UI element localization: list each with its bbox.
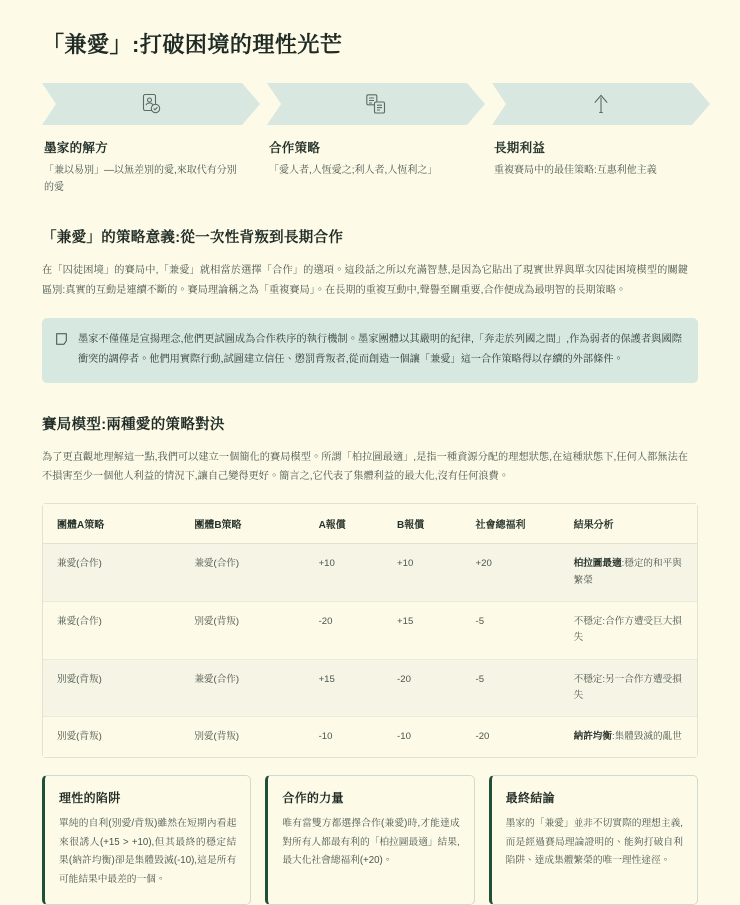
- table-header-cell-0: 團體A策略: [43, 504, 180, 544]
- cell-b-strategy: 別愛(背叛): [180, 601, 304, 659]
- cell-welfare: +20: [462, 544, 560, 602]
- handshake-agreement-icon: [365, 93, 387, 115]
- payoff-table-wrapper: [42, 503, 698, 758]
- document-shield-check-icon: [141, 93, 161, 115]
- cell-payoff-a: +15: [305, 659, 383, 717]
- summary-card-1: [265, 775, 474, 905]
- cell-welfare: -20: [462, 717, 560, 758]
- summary-card-title-2: 最終結論: [505, 791, 555, 806]
- table-header-cell-1: 團體B策略: [180, 504, 304, 544]
- table-header-cell-3: B報償: [383, 504, 461, 544]
- callout-box: [42, 318, 698, 383]
- step-desc-0: 「兼以易別」—以無差別的愛,來取代有分別的愛: [44, 165, 237, 193]
- step-item-2: [492, 83, 710, 196]
- section-1-paragraph: 在「囚徒困境」的賽局中,「兼愛」就相當於選擇「合作」的選項。這段話之所以充滿智慧,是因為它貼出了現實世界與單次囚徒困境模型的關鍵區別:真實的互動是連續不斷的。賽局理論稱之為「重複賽局」。在長期的重複互動中,聲譽至關重要,合作便成為最明智的長期策略。: [42, 265, 688, 296]
- note-card-icon: [56, 330, 67, 370]
- step-title-1: 合作策略: [269, 141, 321, 155]
- table-row: [43, 601, 697, 659]
- summary-card-2: [489, 775, 698, 905]
- table-row: [43, 717, 697, 758]
- cell-result-emphasis: 納許均衡: [573, 731, 612, 743]
- cell-payoff-b: -10: [383, 717, 461, 758]
- table-header-cell-2: A報償: [305, 504, 383, 544]
- cell-result: [560, 544, 697, 602]
- cell-payoff-a: -10: [305, 717, 383, 758]
- cell-result-rest: :穩定的和平與繁榮: [573, 558, 682, 586]
- cell-result-emphasis: 柏拉圖最適: [573, 558, 622, 570]
- callout-text: 墨家不僅僅是宣揚理念,他們更試圖成為合作秩序的執行機制。墨家團體以其嚴明的紀律,「奔走於列國之間」,作為弱者的保護者與國際衝突的調停者。他們用實際行動,試圖建立信任、懲罰背叛者,從而創造一個讓「兼愛」這一合作策略得以存續的外部條件。: [78, 333, 682, 365]
- cell-a-strategy: 別愛(背叛): [43, 659, 180, 717]
- cell-payoff-a: +10: [305, 544, 383, 602]
- section-1-heading: 「兼愛」的策略意義:從一次性背叛到長期合作: [42, 230, 344, 246]
- table-row: [43, 544, 697, 602]
- cell-payoff-b: -20: [383, 659, 461, 717]
- cell-welfare: -5: [462, 659, 560, 717]
- cell-b-strategy: 別愛(背叛): [180, 717, 304, 758]
- table-row: [43, 659, 697, 717]
- cell-welfare: -5: [462, 601, 560, 659]
- table-header-cell-4: 社會總福利: [462, 504, 560, 544]
- cell-result: [560, 659, 697, 717]
- cell-payoff-b: +15: [383, 601, 461, 659]
- upward-arrow-icon: [592, 93, 610, 115]
- table-header-cell-5: 結果分析: [560, 504, 697, 544]
- step-title-0: 墨家的解方: [44, 141, 109, 155]
- step-title-2: 長期利益: [494, 141, 546, 155]
- cell-result: [560, 717, 697, 758]
- summary-card-title-0: 理性的陷阱: [59, 791, 121, 806]
- step-desc-1: 「愛人者,人恆愛之;利人者,人恆利之」: [269, 165, 438, 176]
- cell-result-rest: 不穩定:合作方遭受巨大損失: [573, 615, 682, 644]
- summary-card-text-1: 唯有當雙方都選擇合作(兼愛)時,才能達成對所有人都最有利的「柏拉圖最適」結果,最大化社會總福利(+20)。: [282, 818, 460, 867]
- summary-card-text-2: 墨家的「兼愛」並非不切實際的理想主義,而是經過賽局理論證明的、能夠打破自利陷阱、達成集體繁榮的唯一理性途徑。: [505, 818, 683, 867]
- table-head: [43, 504, 697, 544]
- cell-payoff-b: +10: [383, 544, 461, 602]
- cell-payoff-a: -20: [305, 601, 383, 659]
- table-header-row: [43, 504, 697, 544]
- step-item-0: [42, 83, 260, 196]
- payoff-table: [43, 504, 697, 757]
- step-item-1: [267, 83, 485, 196]
- summary-cards-row: [42, 775, 698, 905]
- cell-a-strategy: 兼愛(合作): [43, 544, 180, 602]
- cell-result-rest: 不穩定:另一合作方遭受損失: [573, 673, 682, 701]
- cell-result-rest: :集體毀滅的亂世: [611, 731, 682, 743]
- cell-result: [560, 601, 697, 659]
- step-chevron-1: [267, 83, 485, 125]
- section-2-paragraph: 為了更直觀地理解這一點,我們可以建立一個簡化的賽局模型。所謂「柏拉圖最適」,是指一種資源分配的理想狀態,在這種狀態下,任何人都無法在不損害至少一個他人利益的情況下,讓自己變得更好。簡言之,它代表了集體利益的最大化,沒有任何浪費。: [42, 451, 688, 483]
- section-2-heading: 賽局模型:兩種愛的策略對決: [42, 416, 225, 433]
- cell-b-strategy: 兼愛(合作): [180, 544, 304, 602]
- step-chevron-2: [492, 83, 710, 125]
- cell-a-strategy: 兼愛(合作): [43, 601, 180, 659]
- page-title: 「兼愛」:打破困境的理性光芒: [42, 32, 343, 57]
- table-body: [43, 544, 697, 758]
- cell-a-strategy: 別愛(背叛): [43, 717, 180, 758]
- step-chevron-0: [42, 83, 260, 125]
- cell-b-strategy: 兼愛(合作): [180, 659, 304, 717]
- step-desc-2: 重複賽局中的最佳策略:互惠利他主義: [494, 165, 657, 176]
- summary-card-text-0: 單純的自利(別愛/背叛)雖然在短期內看起來很誘人(+15 > +10),但其最終的穩定結果(納許均衡)卻是集體毀滅(-10),這是所有可能結果中最差的一個。: [59, 818, 237, 885]
- summary-card-0: [42, 775, 251, 905]
- steps-row: [42, 83, 710, 196]
- summary-card-title-1: 合作的力量: [282, 791, 344, 806]
